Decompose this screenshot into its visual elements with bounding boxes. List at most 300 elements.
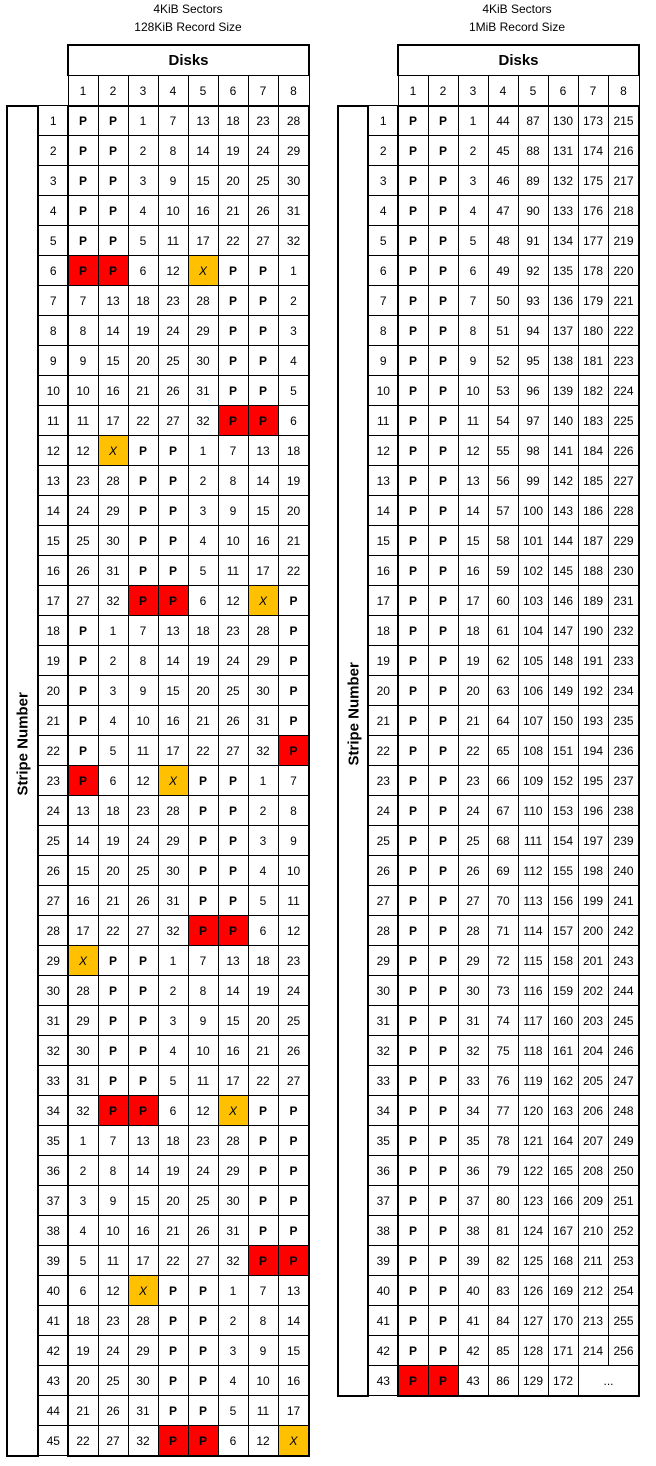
parity-cell: P <box>398 976 428 1006</box>
stripe-row <box>338 346 639 376</box>
data-cell: 15 <box>128 1186 158 1216</box>
data-cell: 242 <box>608 916 639 946</box>
stripe-number: 22 <box>368 736 398 766</box>
data-cell: 127 <box>518 1306 548 1336</box>
data-cell: 28 <box>218 1126 248 1156</box>
data-cell: 17 <box>248 556 278 586</box>
data-cell: 244 <box>608 976 639 1006</box>
stripe-number: 37 <box>368 1186 398 1216</box>
data-cell: 234 <box>608 676 639 706</box>
data-cell: 29 <box>248 646 278 676</box>
parity-cell: P <box>68 706 98 736</box>
data-cell: 6 <box>458 256 488 286</box>
stripe-number: 40 <box>368 1276 398 1306</box>
data-cell: 195 <box>578 766 608 796</box>
data-cell: 16 <box>98 376 128 406</box>
data-cell: 24 <box>98 1336 128 1366</box>
data-cell: 19 <box>278 466 309 496</box>
data-cell: 93 <box>518 286 548 316</box>
data-cell: 11 <box>218 556 248 586</box>
padding-cell: X <box>158 766 188 796</box>
data-cell: 6 <box>278 406 309 436</box>
stripe-number: 24 <box>368 796 398 826</box>
data-cell: 5 <box>188 556 218 586</box>
data-cell: 23 <box>158 286 188 316</box>
data-cell: 25 <box>188 1186 218 1216</box>
data-cell: 21 <box>158 1216 188 1246</box>
data-cell: 95 <box>518 346 548 376</box>
data-cell: 9 <box>218 496 248 526</box>
data-cell: 117 <box>518 1006 548 1036</box>
data-cell: 9 <box>248 1336 278 1366</box>
stripe-number: 31 <box>368 1006 398 1036</box>
data-cell: 12 <box>128 766 158 796</box>
stripe-number: 31 <box>38 1006 68 1036</box>
parity-cell: P <box>218 886 248 916</box>
data-cell: 27 <box>128 916 158 946</box>
data-cell: 1 <box>68 1126 98 1156</box>
data-cell: 4 <box>248 856 278 886</box>
data-cell: 15 <box>98 346 128 376</box>
data-cell: 94 <box>518 316 548 346</box>
parity-cell-highlighted: P <box>428 1366 458 1396</box>
data-cell: 32 <box>158 916 188 946</box>
data-cell: 192 <box>578 676 608 706</box>
data-cell: 21 <box>98 886 128 916</box>
disk-number-4: 4 <box>488 76 518 106</box>
data-cell: 68 <box>488 826 518 856</box>
parity-cell-highlighted: P <box>248 1246 278 1276</box>
data-cell: 200 <box>578 916 608 946</box>
parity-cell: P <box>128 556 158 586</box>
parity-cell: P <box>188 766 218 796</box>
parity-cell: P <box>98 136 128 166</box>
data-cell: 124 <box>518 1216 548 1246</box>
stripe-number: 40 <box>38 1276 68 1306</box>
data-cell: 36 <box>458 1156 488 1186</box>
parity-cell: P <box>428 226 458 256</box>
parity-cell: P <box>428 706 458 736</box>
data-cell: 28 <box>68 976 98 1006</box>
data-cell: 31 <box>188 376 218 406</box>
data-cell: 134 <box>548 226 578 256</box>
parity-cell: P <box>398 346 428 376</box>
data-cell: 18 <box>218 106 248 136</box>
stripe-number-label: Stripe Number <box>345 662 363 766</box>
disk-number-2: 2 <box>428 76 458 106</box>
stripe-row <box>7 256 309 286</box>
data-cell: 25 <box>218 676 248 706</box>
data-cell: 20 <box>68 1366 98 1396</box>
data-cell: 23 <box>68 466 98 496</box>
parity-cell: P <box>398 436 428 466</box>
stripe-row <box>338 856 639 886</box>
data-cell: 23 <box>128 796 158 826</box>
data-cell: 11 <box>278 886 309 916</box>
stripe-number: 17 <box>368 586 398 616</box>
data-cell: 13 <box>158 616 188 646</box>
data-cell: 226 <box>608 436 639 466</box>
parity-cell: P <box>158 466 188 496</box>
stripe-row <box>338 766 639 796</box>
data-cell: 30 <box>68 1036 98 1066</box>
parity-cell-highlighted: P <box>128 586 158 616</box>
data-cell: 12 <box>188 1096 218 1126</box>
data-cell: 49 <box>488 256 518 286</box>
disk-number-7: 7 <box>248 76 278 106</box>
parity-cell-highlighted: P <box>68 256 98 286</box>
stripe-row <box>338 1126 639 1156</box>
disk-number-1: 1 <box>68 76 98 106</box>
parity-cell: P <box>98 1006 128 1036</box>
data-cell: 7 <box>68 286 98 316</box>
data-cell: 25 <box>458 826 488 856</box>
data-cell: 151 <box>548 736 578 766</box>
data-cell: 112 <box>518 856 548 886</box>
stripe-number: 23 <box>38 766 68 796</box>
data-cell: 29 <box>98 496 128 526</box>
data-cell: 6 <box>188 586 218 616</box>
parity-cell: P <box>218 826 248 856</box>
parity-cell: P <box>428 1036 458 1066</box>
data-cell: 220 <box>608 256 639 286</box>
data-cell: 23 <box>218 616 248 646</box>
stripe-number: 13 <box>38 466 68 496</box>
data-cell: 156 <box>548 886 578 916</box>
data-cell: 18 <box>158 1126 188 1156</box>
parity-cell: P <box>98 976 128 1006</box>
data-cell: 31 <box>98 556 128 586</box>
data-cell: 248 <box>608 1096 639 1126</box>
data-cell: 2 <box>188 466 218 496</box>
data-cell: 6 <box>218 1426 248 1456</box>
data-cell: 33 <box>458 1066 488 1096</box>
data-cell: 136 <box>548 286 578 316</box>
data-cell: 18 <box>458 616 488 646</box>
data-cell: 22 <box>188 736 218 766</box>
parity-cell: P <box>128 946 158 976</box>
data-cell: 5 <box>458 226 488 256</box>
parity-cell-highlighted: P <box>158 1426 188 1456</box>
padding-cell: X <box>68 946 98 976</box>
parity-cell: P <box>428 946 458 976</box>
stripe-row <box>7 196 309 226</box>
data-cell: 4 <box>98 706 128 736</box>
data-cell: 29 <box>128 1336 158 1366</box>
data-cell: 188 <box>578 556 608 586</box>
data-cell: 123 <box>518 1186 548 1216</box>
parity-cell: P <box>248 1156 278 1186</box>
parity-cell: P <box>398 736 428 766</box>
data-cell: 17 <box>68 916 98 946</box>
disk-number-5: 5 <box>188 76 218 106</box>
parity-cell-highlighted: P <box>188 916 218 946</box>
parity-cell: P <box>68 226 98 256</box>
disk-number-6: 6 <box>218 76 248 106</box>
stripe-number: 15 <box>38 526 68 556</box>
data-cell: 40 <box>458 1276 488 1306</box>
data-cell: 3 <box>98 676 128 706</box>
data-cell: 106 <box>518 676 548 706</box>
parity-cell: P <box>398 1126 428 1156</box>
data-cell: 179 <box>578 286 608 316</box>
data-cell: 62 <box>488 646 518 676</box>
data-cell: 53 <box>488 376 518 406</box>
parity-cell: P <box>218 376 248 406</box>
data-cell: 120 <box>518 1096 548 1126</box>
parity-cell: P <box>398 886 428 916</box>
data-cell: 29 <box>218 1156 248 1186</box>
parity-cell: P <box>428 166 458 196</box>
stripe-number: 10 <box>38 376 68 406</box>
data-cell: 5 <box>68 1246 98 1276</box>
parity-cell: P <box>278 1216 309 1246</box>
data-cell: 14 <box>128 1156 158 1186</box>
parity-cell: P <box>398 1036 428 1066</box>
stripe-row <box>338 376 639 406</box>
data-cell: 81 <box>488 1216 518 1246</box>
data-cell: 25 <box>98 1366 128 1396</box>
data-cell: 31 <box>128 1396 158 1426</box>
parity-cell: P <box>428 976 458 1006</box>
stripe-number: 33 <box>38 1066 68 1096</box>
data-cell: 231 <box>608 586 639 616</box>
parity-cell: P <box>428 1216 458 1246</box>
data-cell: 17 <box>128 1246 158 1276</box>
data-cell: 132 <box>548 166 578 196</box>
parity-cell: P <box>188 1336 218 1366</box>
parity-cell: P <box>218 286 248 316</box>
stripe-number: 16 <box>38 556 68 586</box>
data-cell: 15 <box>248 496 278 526</box>
parity-cell: P <box>428 856 458 886</box>
stripe-number: 32 <box>38 1036 68 1066</box>
stripe-number: 29 <box>368 946 398 976</box>
data-cell: 24 <box>248 136 278 166</box>
stripe-row <box>338 886 639 916</box>
parity-cell: P <box>158 1306 188 1336</box>
data-cell: 167 <box>548 1216 578 1246</box>
stripe-row <box>7 1246 309 1276</box>
data-cell: 229 <box>608 526 639 556</box>
parity-cell: P <box>398 1186 428 1216</box>
data-cell: 72 <box>488 946 518 976</box>
data-cell: 222 <box>608 316 639 346</box>
data-cell: 24 <box>458 796 488 826</box>
data-cell: 24 <box>188 1156 218 1186</box>
data-cell: 13 <box>248 436 278 466</box>
data-cell: 207 <box>578 1126 608 1156</box>
parity-cell: P <box>398 706 428 736</box>
data-cell: 14 <box>458 496 488 526</box>
disk-number-6: 6 <box>548 76 578 106</box>
parity-cell: P <box>428 1276 458 1306</box>
parity-cell: P <box>428 526 458 556</box>
stripe-number: 41 <box>38 1306 68 1336</box>
parity-cell: P <box>428 736 458 766</box>
parity-cell: P <box>428 466 458 496</box>
data-cell: 11 <box>68 406 98 436</box>
stripe-number: 27 <box>38 886 68 916</box>
stripe-number: 15 <box>368 526 398 556</box>
data-cell: 10 <box>98 1216 128 1246</box>
data-cell: 8 <box>248 1306 278 1336</box>
parity-cell: P <box>128 976 158 1006</box>
data-cell: 16 <box>458 556 488 586</box>
data-cell: 12 <box>158 256 188 286</box>
stripe-row <box>338 496 639 526</box>
stripe-number: 16 <box>368 556 398 586</box>
data-cell: 38 <box>458 1216 488 1246</box>
stripe-row <box>7 556 309 586</box>
stripe-row <box>338 1216 639 1246</box>
data-cell: 23 <box>98 1306 128 1336</box>
parity-cell: P <box>248 346 278 376</box>
stripe-row <box>338 1006 639 1036</box>
data-cell: 148 <box>548 646 578 676</box>
data-cell: 16 <box>278 1366 309 1396</box>
data-cell: 218 <box>608 196 639 226</box>
data-cell: 191 <box>578 646 608 676</box>
data-cell: 175 <box>578 166 608 196</box>
stripe-row <box>338 1036 639 1066</box>
data-cell: 26 <box>188 1216 218 1246</box>
data-cell: 2 <box>128 136 158 166</box>
data-cell: 15 <box>278 1336 309 1366</box>
stripe-number: 2 <box>38 136 68 166</box>
data-cell: 223 <box>608 346 639 376</box>
parity-cell: P <box>398 166 428 196</box>
data-cell: 190 <box>578 616 608 646</box>
parity-cell: P <box>68 106 98 136</box>
parity-cell: P <box>98 1036 128 1066</box>
parity-cell: P <box>428 826 458 856</box>
data-cell: 24 <box>278 976 309 1006</box>
data-cell: 145 <box>548 556 578 586</box>
parity-cell: P <box>278 646 309 676</box>
data-cell: 32 <box>98 586 128 616</box>
stripe-row <box>7 496 309 526</box>
data-cell: 215 <box>608 106 639 136</box>
parity-cell: P <box>428 1246 458 1276</box>
stripe-row <box>338 1276 639 1306</box>
data-cell: 22 <box>68 1426 98 1456</box>
data-cell: 29 <box>188 316 218 346</box>
data-cell: 26 <box>68 556 98 586</box>
stripe-row <box>338 736 639 766</box>
parity-cell: P <box>428 196 458 226</box>
data-cell: 183 <box>578 406 608 436</box>
stripe-number: 14 <box>368 496 398 526</box>
data-cell: 159 <box>548 976 578 1006</box>
stripe-number: 39 <box>38 1246 68 1276</box>
data-cell: 44 <box>488 106 518 136</box>
data-cell: 205 <box>578 1066 608 1096</box>
data-cell: 92 <box>518 256 548 286</box>
data-cell: 14 <box>98 316 128 346</box>
stripe-row <box>338 556 639 586</box>
parity-cell: P <box>398 646 428 676</box>
parity-cell-highlighted: P <box>218 916 248 946</box>
parity-cell: P <box>128 1036 158 1066</box>
stripe-number: 34 <box>38 1096 68 1126</box>
data-cell: 241 <box>608 886 639 916</box>
data-cell: 4 <box>128 196 158 226</box>
data-cell: 20 <box>128 346 158 376</box>
data-cell: 209 <box>578 1186 608 1216</box>
data-cell: 9 <box>278 826 309 856</box>
parity-cell: P <box>428 1336 458 1366</box>
stripe-number: 21 <box>38 706 68 736</box>
parity-cell: P <box>98 1066 128 1096</box>
data-cell: 135 <box>548 256 578 286</box>
data-cell: 80 <box>488 1186 518 1216</box>
data-cell: 8 <box>68 316 98 346</box>
data-cell: 71 <box>488 916 518 946</box>
parity-cell: P <box>398 316 428 346</box>
header-spacer <box>338 76 398 106</box>
data-cell: 17 <box>188 226 218 256</box>
data-cell: 32 <box>278 226 309 256</box>
stripe-row <box>7 226 309 256</box>
parity-cell: P <box>188 886 218 916</box>
data-cell: 18 <box>98 796 128 826</box>
data-cell: 184 <box>578 436 608 466</box>
data-cell: 3 <box>278 316 309 346</box>
data-cell: 116 <box>518 976 548 1006</box>
data-cell: 12 <box>98 1276 128 1306</box>
data-cell: 77 <box>488 1096 518 1126</box>
data-cell: 31 <box>278 196 309 226</box>
data-cell: 3 <box>218 1336 248 1366</box>
stripe-row <box>338 526 639 556</box>
parity-cell: P <box>68 646 98 676</box>
data-cell: 238 <box>608 796 639 826</box>
data-cell: 228 <box>608 496 639 526</box>
parity-cell-highlighted: P <box>188 1426 218 1456</box>
parity-cell: P <box>398 1096 428 1126</box>
data-cell: 154 <box>548 826 578 856</box>
data-cell: 59 <box>488 556 518 586</box>
data-cell: 45 <box>488 136 518 166</box>
data-cell: 8 <box>128 646 158 676</box>
data-cell: 198 <box>578 856 608 886</box>
data-cell: 8 <box>188 976 218 1006</box>
data-cell: 9 <box>158 166 188 196</box>
data-cell: 113 <box>518 886 548 916</box>
data-cell: 9 <box>458 346 488 376</box>
parity-cell: P <box>218 766 248 796</box>
parity-cell: P <box>428 346 458 376</box>
data-cell: 19 <box>128 316 158 346</box>
data-cell: 221 <box>608 286 639 316</box>
data-cell: 110 <box>518 796 548 826</box>
data-cell: 10 <box>188 1036 218 1066</box>
disk-number-8: 8 <box>608 76 639 106</box>
data-cell: 32 <box>188 406 218 436</box>
stripe-row <box>7 646 309 676</box>
data-cell: 108 <box>518 736 548 766</box>
parity-cell: P <box>218 346 248 376</box>
stripe-row <box>7 736 309 766</box>
stripe-number: 12 <box>368 436 398 466</box>
disk-number-2: 2 <box>98 76 128 106</box>
data-cell: 147 <box>548 616 578 646</box>
stripe-number-label-cell <box>338 106 368 1396</box>
parity-cell: P <box>428 676 458 706</box>
data-cell: 8 <box>278 796 309 826</box>
stripe-number: 41 <box>368 1306 398 1336</box>
